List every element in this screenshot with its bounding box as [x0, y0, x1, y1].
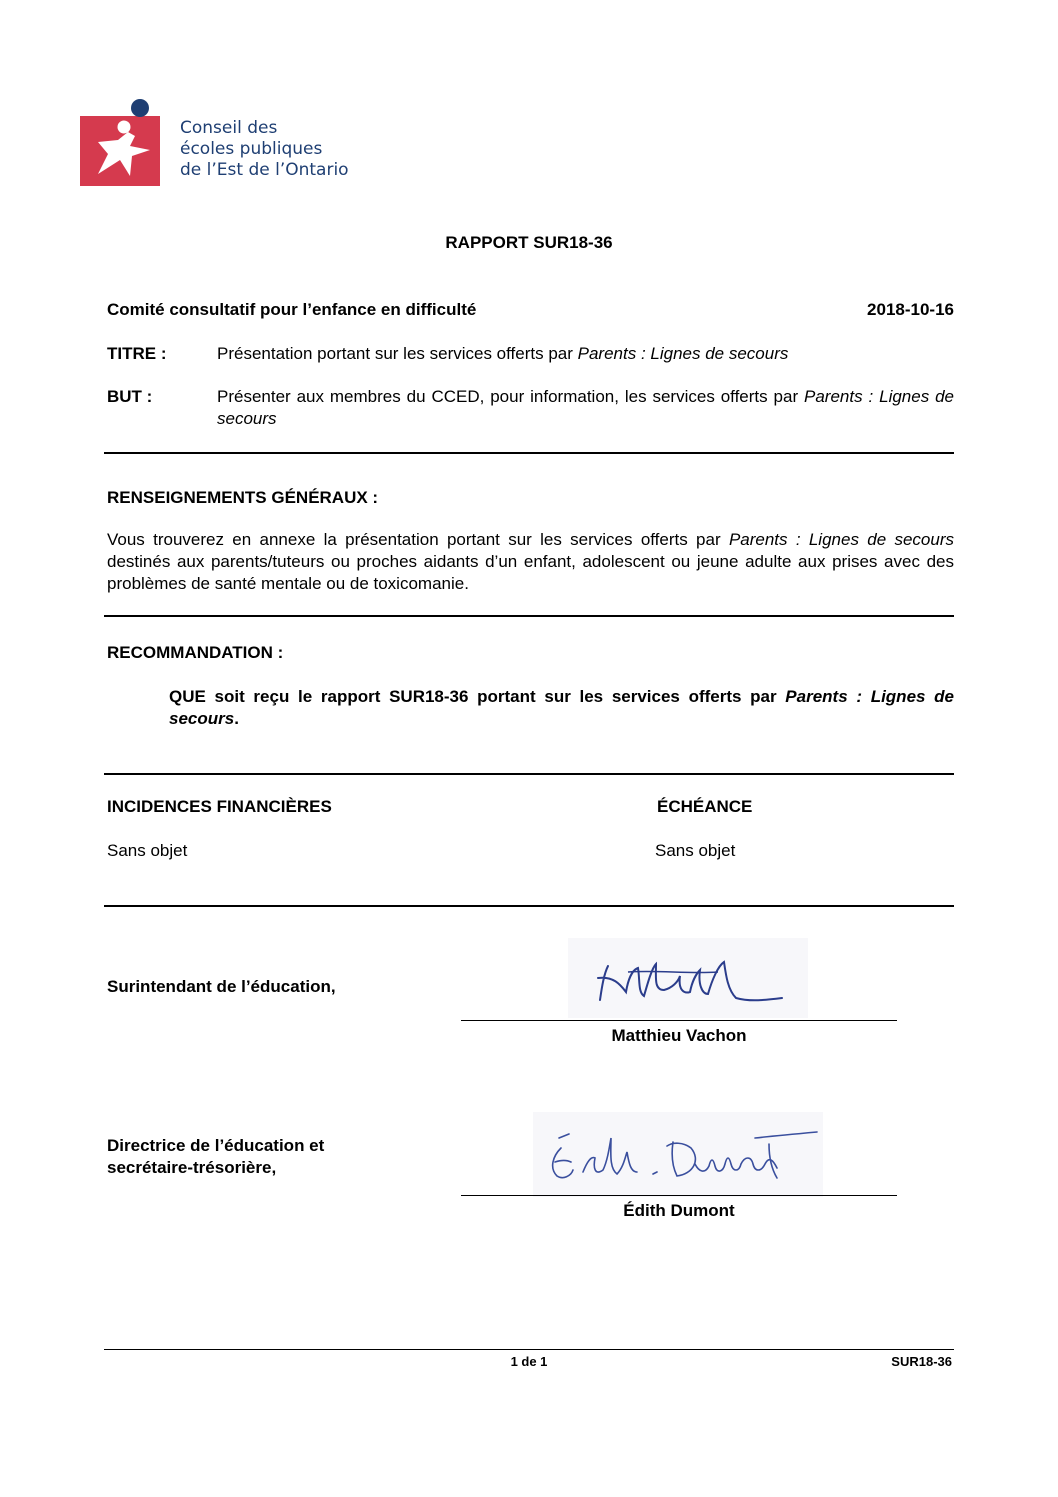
but-text-italic: Parents : Lignes de secours	[217, 387, 955, 428]
but-text-main: Présenter aux membres du CCED, pour information, les services offerts par	[217, 387, 805, 406]
signatory-1-name: Matthieu Vachon	[611, 1026, 747, 1045]
signature-1-line	[461, 1020, 897, 1021]
divider-4	[104, 905, 954, 907]
recommandation-text	[169, 686, 954, 730]
logo-line-2: écoles publiques	[180, 139, 323, 159]
logo-line-3: de l’Est de l’Ontario	[180, 160, 349, 180]
footer-report-code: SUR18-36	[891, 1354, 952, 1369]
signature-2-line	[461, 1195, 897, 1196]
recommandation-text-before: QUE soit reçu le rapport SUR18-36 portant sur les services offerts par	[169, 687, 786, 706]
recommandation-text-after: .	[234, 709, 239, 728]
signature-2-image	[533, 1112, 823, 1197]
signature-1-image	[568, 938, 808, 1018]
renseignements-text-before: Vous trouverez en annexe la présentation portant sur les services offerts par	[107, 530, 729, 549]
divider-3	[104, 773, 954, 775]
footer-rule	[104, 1349, 954, 1350]
logo-line-1: Conseil des	[180, 118, 278, 138]
board-logo	[80, 96, 370, 192]
titre-text-main: Présentation portant sur les services offerts par	[217, 344, 578, 363]
report-date: 2018-10-16	[867, 300, 954, 319]
signatory-2-role	[107, 1135, 324, 1179]
renseignements-text-after: destinés aux parents/tuteurs ou proches aidants d’un enfant, adolescent ou jeune adulte aux prises avec des problèmes de santé mentale ou de toxicomanie.	[107, 552, 954, 593]
but-text	[217, 386, 954, 430]
renseignements-heading: RENSEIGNEMENTS GÉNÉRAUX :	[107, 488, 379, 507]
committee-name: Comité consultatif pour l’enfance en difficulté	[107, 300, 477, 319]
echeance-heading: ÉCHÉANCE	[657, 797, 753, 816]
recommandation-text-italic: Parents : Lignes de secours	[169, 687, 954, 728]
signatory-1-role: Surintendant de l’éducation,	[107, 977, 336, 996]
titre-text	[217, 343, 954, 365]
signatory-2-role-line-1: Directrice de l’éducation et	[107, 1136, 325, 1155]
divider-1	[104, 452, 954, 454]
recommandation-heading: RECOMMANDATION :	[107, 643, 284, 662]
signatory-2-role-line-2: secrétaire-trésorière,	[107, 1158, 277, 1177]
divider-2	[104, 615, 954, 617]
incidences-heading: INCIDENCES FINANCIÈRES	[107, 797, 332, 816]
incidences-value: Sans objet	[107, 841, 188, 860]
titre-text-italic: Parents : Lignes de secours	[577, 344, 789, 363]
renseignements-text	[107, 529, 954, 595]
but-label: BUT :	[107, 387, 153, 406]
logo-emblem	[80, 96, 170, 192]
report-title: RAPPORT SUR18-36	[445, 233, 613, 252]
renseignements-text-italic: Parents : Lignes de secours	[728, 530, 954, 549]
echeance-value: Sans objet	[655, 841, 736, 860]
footer-page-number: 1 de 1	[510, 1354, 548, 1369]
signatory-2-name: Édith Dumont	[623, 1201, 735, 1220]
titre-label: TITRE :	[107, 344, 167, 363]
